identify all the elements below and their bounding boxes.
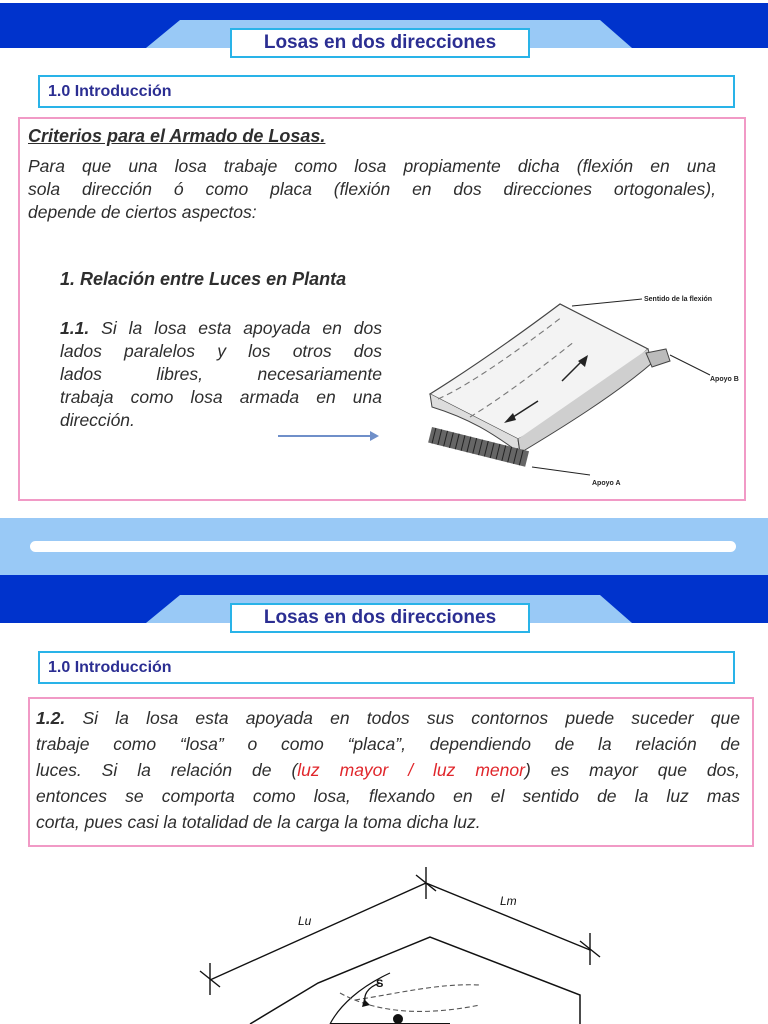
text-line-4: entonces se comporta como losa, flexando en el sentido de la luz mas: [36, 786, 740, 806]
one-way-slab-figure: [410, 289, 740, 499]
item-line-5: dirección.: [60, 410, 135, 430]
label-s: S: [376, 978, 384, 990]
intro-line-1: Para que una losa trabaje como losa propiamente dicha (flexión en una: [28, 156, 716, 176]
separator-bar: [30, 541, 736, 552]
text-line-3: luces. Si la relación de (luz mayor / luz menor) es mayor que dos,: [36, 760, 740, 780]
criteria-heading: Criterios para el Armado de Losas.: [28, 126, 326, 146]
text-line-2: trabaje como “losa” o como “placa”, dependiendo de la relación de: [36, 734, 740, 754]
slide-2: [0, 575, 768, 1024]
label-apoyo-b: Apoyo B: [710, 376, 739, 383]
section-title: 1.0 Introducción: [38, 75, 735, 108]
intro-line-3: depende de ciertos aspectos:: [28, 202, 257, 222]
content-box: [28, 697, 754, 847]
two-way-slab-figure: [180, 865, 620, 1024]
section-title: 1.0 Introducción: [38, 651, 735, 684]
subheading: 1. Relación entre Luces en Planta: [60, 269, 347, 289]
item-line-3: lados libres, necesariamente: [60, 364, 382, 384]
pointer-arrow-icon: [276, 427, 381, 445]
slide-title: Losas en dos direcciones: [230, 28, 530, 58]
item-line-1: 1.1. Si la losa esta apoyada en dos: [60, 318, 382, 338]
item-line-2: lados paralelos y los otros dos: [60, 341, 382, 361]
highlight-ratio: luz mayor / luz menor: [297, 760, 525, 780]
label-apoyo-a: Apoyo A: [592, 480, 621, 487]
slide-separator: [0, 518, 768, 575]
item-number: 1.2.: [36, 708, 66, 728]
label-lm: Lm: [500, 894, 517, 908]
content-box: [18, 117, 746, 501]
text-line-1: 1.2. Si la losa esta apoyada en todos sus contornos puede suceder que: [36, 708, 740, 728]
intro-line-2: sola dirección ó como placa (flexión en dos direcciones ortogonales),: [28, 179, 716, 199]
label-lu: Lu: [298, 914, 312, 928]
label-sentido-flexion: Sentido de la flexión: [644, 296, 713, 303]
text-line-5: corta, pues casi la totalidad de la carga la toma dicha luz.: [36, 812, 481, 832]
item-line-4: trabaja como losa armada en una: [60, 387, 382, 407]
item-number: 1.1.: [60, 318, 90, 338]
slide-title: Losas en dos direcciones: [230, 603, 530, 633]
